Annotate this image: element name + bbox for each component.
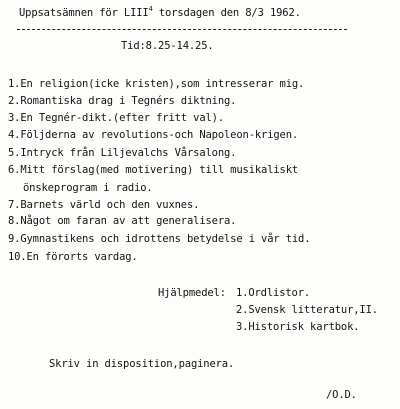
- aid-2: 2.Svensk litteratur,II.: [236, 304, 378, 316]
- topic-2: 2.Romantiska drag i Tegnérs diktning.: [8, 95, 237, 107]
- topic-6: 6.Mitt förslag(med motivering) till musikaliskt: [8, 164, 299, 176]
- topic-4: 4.Följderna av revolutions-och Napoleon-krigen.: [8, 129, 299, 141]
- topic-6-continuation: önskeprogram i radio.: [23, 182, 153, 194]
- topic-9: 9.Gymnastikens och idrottens betydelse i vår tid.: [8, 233, 311, 245]
- aid-1: 1.Ordlistor.: [236, 287, 311, 299]
- aids-label: Hjälpmedel:: [158, 287, 226, 299]
- topic-5: 5.Intryck från Liljevalchs Vårsalong.: [8, 147, 237, 159]
- title-divider: [17, 29, 347, 30]
- topic-10: 10.En förorts vardag.: [8, 251, 138, 263]
- title-superscript: 4: [148, 5, 153, 13]
- instruction: Skriv in disposition,paginera.: [49, 358, 235, 370]
- topic-8: 8.Något om faran av att generalisera.: [8, 215, 237, 227]
- signature: /O.D.: [326, 389, 357, 401]
- topic-3: 3.En Tegnér-dikt.(efter fritt val).: [8, 112, 225, 124]
- page-title: [19, 7, 301, 19]
- topic-7: 7.Barnets värld och den vuxnes.: [8, 199, 200, 211]
- title-prefix: Uppsatsämnen för LIII: [19, 7, 149, 19]
- title-suffix: torsdagen den 8/3 1962.: [152, 7, 301, 19]
- aid-3: 3.Historisk kartbok.: [236, 321, 360, 333]
- topic-1: 1.En religion(icke kristen),som intresserar mig.: [8, 78, 305, 90]
- time-line: Tid:8.25-14.25.: [121, 40, 214, 52]
